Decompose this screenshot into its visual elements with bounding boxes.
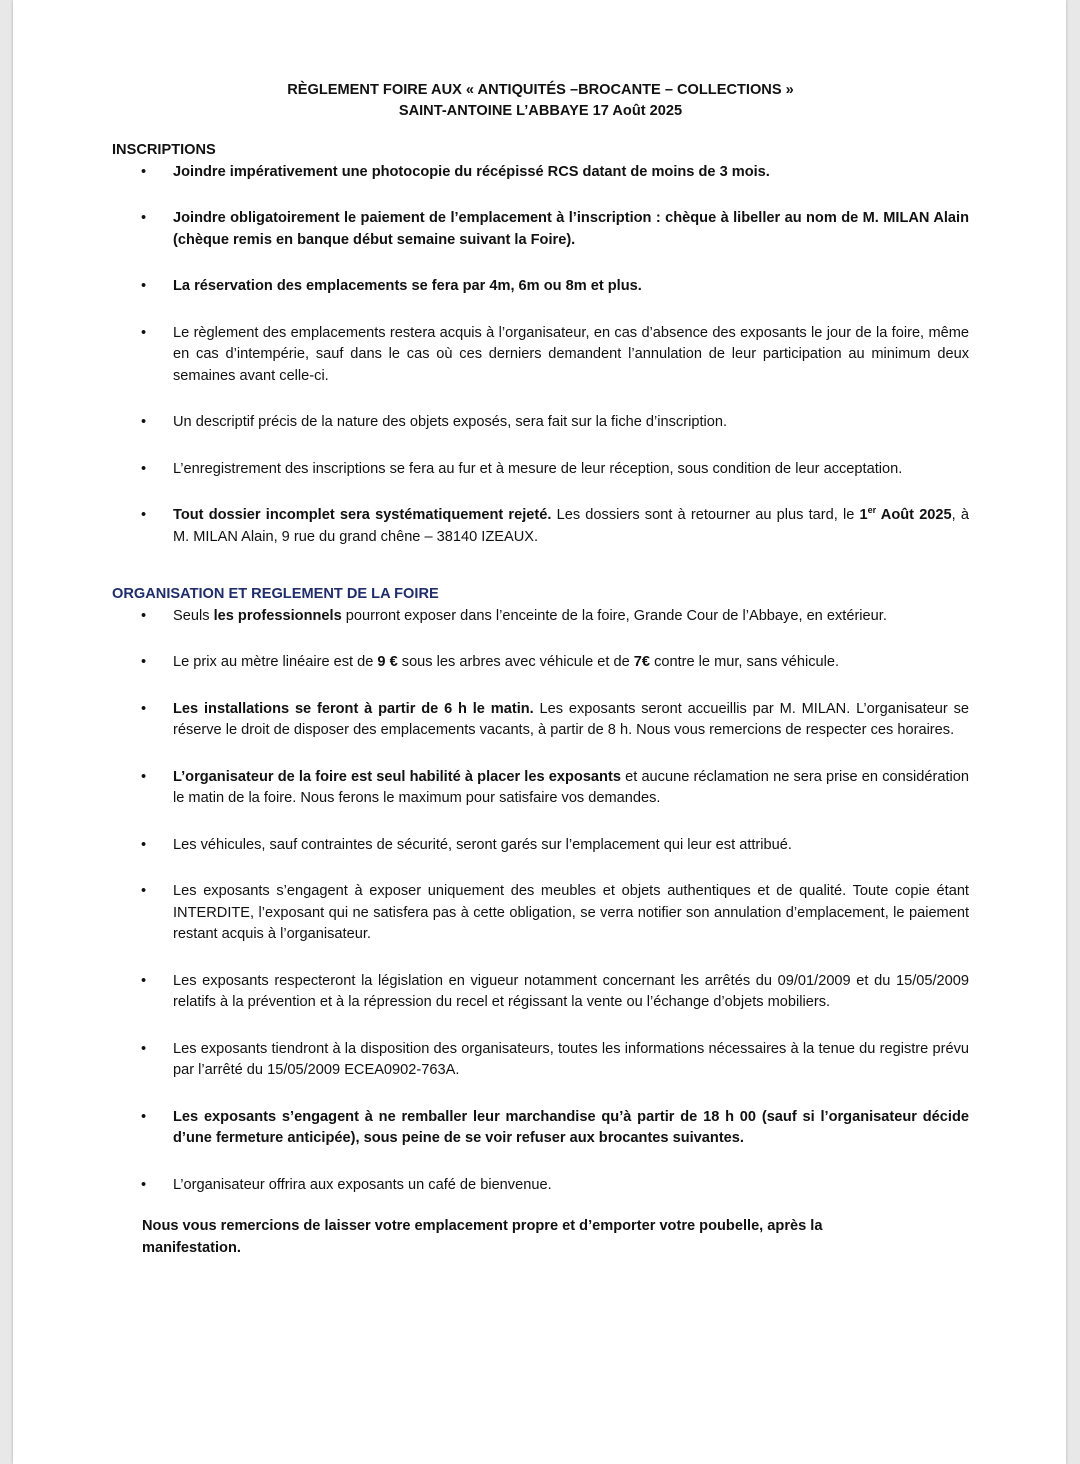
bullet-icon: •: [141, 460, 147, 477]
bullet-icon: •: [141, 768, 147, 785]
price-with-vehicle: 9 €: [377, 654, 398, 670]
rule-text: Les véhicules, sauf contraintes de sécurité, seront garés sur l’emplacement qui leur est attribué.: [173, 836, 792, 853]
bullet-icon: •: [141, 607, 147, 624]
rule-text: Les exposants respecteront la législation en vigueur notamment concernant les arrêtés du 09/01/2009 et du 15/05/2009 relatifs à la prévention et à la répression du recel et régissant la vente ou l’échange d’objets mobiliers.: [173, 972, 969, 1010]
list-item: [112, 162, 969, 184]
bullet-icon: •: [141, 414, 147, 430]
rule-text: Les exposants s’engagent à exposer uniquement des meubles et objets authentiques et de qualité. Toute copie étant INTERDITE, l’exposant qui ne satisfera pas à cette obligation, se verra notifier son annulation d’emplacement, le paiement restant acquis à l’organisateur.: [173, 883, 969, 942]
title-line-2: SAINT-ANTOINE L’ABBAYE 17 Août 2025: [398, 103, 683, 119]
rule-bold-text: Tout dossier incomplet sera systématiquement rejeté.: [173, 507, 552, 523]
deadline-day: 1: [859, 507, 868, 523]
list-item: [112, 276, 969, 298]
rule-text: L’organisateur offrira aux exposants un café de bienvenue.: [173, 1176, 552, 1193]
deadline-date: Août 2025: [876, 507, 952, 523]
rule-text: pourront exposer dans l’enceinte de la foire, Grande Cour de l’Abbaye, en extérieur.: [341, 607, 887, 624]
organisation-list: [112, 606, 969, 1197]
list-item: [112, 505, 969, 548]
list-item: [112, 767, 969, 810]
rule-text: Le prix au mètre linéaire est de: [173, 654, 378, 670]
rule-text: Seuls: [173, 607, 214, 624]
document-content: [112, 80, 969, 1274]
rule-text: La réservation des emplacements se fera par 4m, 6m ou 8m et plus.: [173, 278, 642, 294]
inscriptions-list: [112, 162, 969, 549]
closing-statement: Nous vous remercions de laisser votre emplacement propre et d’emporter votre poubelle, après la manifestation.: [142, 1218, 823, 1256]
rule-text: Les exposants s’engagent à ne remballer leur marchandise qu’à partir de 18 h 00 (sauf si l’organisateur décide d’une fermeture anticipée), sous peine de se voir refuser aux brocantes suivantes.: [173, 1108, 969, 1146]
price-without-vehicle: 7€: [633, 654, 651, 670]
rule-text: sous les arbres avec véhicule et de: [397, 654, 634, 670]
rule-text: contre le mur, sans véhicule.: [650, 654, 840, 670]
inscriptions-heading: INSCRIPTIONS: [112, 142, 216, 158]
list-item: [112, 652, 969, 674]
rule-text: L’enregistrement des inscriptions se fera au fur et à mesure de leur réception, sous condition de leur acceptation.: [173, 460, 903, 477]
list-item: [112, 412, 969, 434]
rule-text: Les dossiers sont à retourner au plus tard, le: [551, 507, 860, 523]
organisation-heading: ORGANISATION ET REGLEMENT DE LA FOIRE: [112, 586, 439, 602]
list-item: [112, 971, 969, 1014]
deadline-superscript: er: [867, 505, 877, 516]
bullet-icon: •: [141, 507, 147, 523]
list-item: [112, 1175, 969, 1197]
bullet-icon: •: [141, 210, 147, 226]
bullet-icon: •: [141, 972, 147, 989]
bullet-icon: •: [141, 278, 147, 294]
rule-text: Joindre obligatoirement le paiement de l’emplacement à l’inscription : chèque à libeller au nom de M. MILAN Alain (chèque remis en banque début semaine suivant la Foire).: [173, 210, 969, 248]
bullet-icon: •: [141, 163, 147, 180]
rule-bold-text: Les installations se feront à partir de 6 h le matin.: [173, 700, 534, 717]
rule-text: Le règlement des emplacements restera acquis à l’organisateur, en cas d’absence des exposants le jour de la foire, même en cas d’intempérie, sauf dans le cas où ces derniers demandent l’annulation de leur participation au minimum deux semaines avant celle-ci.: [173, 324, 969, 384]
rule-bold-text: les professionnels: [213, 607, 342, 624]
document-page: [13, 0, 1066, 1464]
bullet-icon: •: [141, 836, 147, 853]
bullet-icon: •: [141, 1040, 147, 1057]
rule-text: , à M. MILAN Alain, 9 rue du grand chêne – 38140 IZEAUX.: [173, 507, 970, 545]
list-item: [112, 606, 969, 628]
rule-text: Les exposants seront accueillis par M. MILAN. L’organisateur se réserve le droit de disposer des emplacements vacants, à partir de 8 h. Nous vous remercions de respecter ces horaires.: [173, 700, 969, 738]
bullet-icon: •: [141, 324, 147, 341]
list-item: [112, 1107, 969, 1150]
bullet-icon: •: [141, 1176, 147, 1193]
list-item: [112, 208, 969, 251]
title-line-1: RÈGLEMENT FOIRE AUX « ANTIQUITÉS –BROCANTE – COLLECTIONS »: [287, 82, 794, 98]
list-item: [112, 699, 969, 742]
bullet-icon: •: [141, 883, 147, 899]
list-item: [112, 323, 969, 388]
bullet-icon: •: [141, 654, 147, 670]
list-item: [112, 459, 969, 481]
rule-text: Un descriptif précis de la nature des objets exposés, sera fait sur la fiche d’inscription.: [173, 414, 728, 430]
bullet-icon: •: [141, 1108, 147, 1125]
list-item: [112, 881, 969, 946]
rule-text: Joindre impérativement une photocopie du récépissé RCS datant de moins de 3 mois.: [173, 163, 770, 180]
list-item: [112, 1039, 969, 1082]
rule-text: Les exposants tiendront à la disposition des organisateurs, toutes les informations nécessaires à la tenue du registre prévu par l’arrêté du 15/05/2009 ECEA0902-763A.: [173, 1040, 969, 1078]
document-title: [112, 80, 969, 122]
rule-text: et aucune réclamation ne sera prise en considération le matin de la foire. Nous ferons le maximum pour satisfaire vos demandes.: [173, 768, 970, 806]
bullet-icon: •: [141, 700, 147, 717]
list-item: [112, 835, 969, 857]
rule-bold-text: L’organisateur de la foire est seul habilité à placer les exposants: [173, 768, 621, 785]
